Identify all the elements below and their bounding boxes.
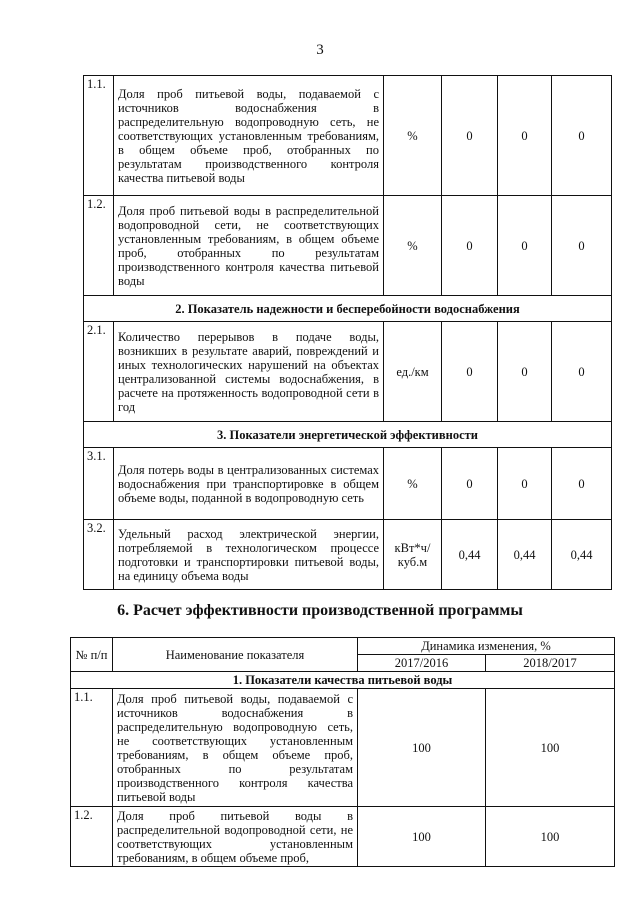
table-row (84, 322, 612, 422)
indicator-name: Удельный расход электрической энергии, потребляемой в технологическом процессе подготовки и транспортировки питьевой воды, на единицу объема воды (114, 520, 384, 590)
indicator-name: Доля проб питьевой воды в распределительной водопроводной сети, не соответствующих установленным требованиям, в общем объеме проб, отобранных по результатам производственного контроля качества питьевой воды (114, 196, 384, 296)
value-1: 0 (442, 76, 498, 196)
indicator-name: Доля проб питьевой воды, подаваемой с источников водоснабжения в распределительную водопроводную сеть, не соответствующих установленным требованиям, в общем объеме проб, отобранных по результатам производственного контроля качества питьевой воды (114, 76, 384, 196)
unit: % (384, 196, 442, 296)
table-row (84, 76, 612, 196)
row-number: 1.1. (71, 689, 113, 807)
value-2: 0 (498, 448, 552, 520)
value-1: 0 (442, 448, 498, 520)
value-2: 0 (498, 322, 552, 422)
table-row (84, 448, 612, 520)
section-row (84, 422, 612, 448)
dynamics-2: 100 (486, 807, 615, 867)
table-row (84, 196, 612, 296)
value-3: 0 (552, 76, 612, 196)
value-3: 0 (552, 322, 612, 422)
dynamics-2: 100 (486, 689, 615, 807)
value-1: 0,44 (442, 520, 498, 590)
value-3: 0 (552, 448, 612, 520)
section-heading: 6. Расчет эффективности производственной программы (117, 602, 523, 619)
table-row (71, 807, 615, 867)
unit: % (384, 448, 442, 520)
page-number: 3 (316, 42, 324, 58)
unit: % (384, 76, 442, 196)
header-name: Наименование показателя (113, 638, 358, 672)
row-number: 3.2. (84, 520, 114, 590)
header-year-2: 2018/2017 (486, 655, 615, 672)
indicator-name: Доля проб питьевой воды в распределительной водопроводной сети, не соответствующих установленным требованиям, в общем объеме проб, (113, 807, 358, 867)
indicators-table (83, 75, 612, 590)
value-3: 0,44 (552, 520, 612, 590)
table-row (71, 689, 615, 807)
header-year-1: 2017/2016 (358, 655, 486, 672)
row-number: 1.2. (71, 807, 113, 867)
unit: ед./км (384, 322, 442, 422)
unit: кВт*ч/ куб.м (384, 520, 442, 590)
value-1: 0 (442, 322, 498, 422)
section-title: 3. Показатели энергетической эффективности (84, 422, 612, 448)
efficiency-table (70, 637, 615, 867)
section-row (84, 296, 612, 322)
header-num: № п/п (71, 638, 113, 672)
section-row: 1. Показатели качества питьевой воды (71, 672, 615, 689)
dynamics-1: 100 (358, 689, 486, 807)
section-title: 2. Показатель надежности и бесперебойности водоснабжения (84, 296, 612, 322)
indicator-name: Доля проб питьевой воды, подаваемой с источников водоснабжения в распределительную водопроводную сеть, не соответствующих установленным требованиям, в общем объеме проб, отобранных по результатам производственного контроля качества питьевой воды (113, 689, 358, 807)
value-2: 0 (498, 76, 552, 196)
dynamics-1: 100 (358, 807, 486, 867)
indicator-name: Количество перерывов в подаче воды, возникших в результате аварий, повреждений и иных технологических нарушений на объектах централизованной системы водоснабжения, в расчете на протяженность водопроводной сети в год (114, 322, 384, 422)
value-2: 0,44 (498, 520, 552, 590)
value-3: 0 (552, 196, 612, 296)
value-2: 0 (498, 196, 552, 296)
row-number: 2.1. (84, 322, 114, 422)
row-number: 3.1. (84, 448, 114, 520)
row-number: 1.2. (84, 196, 114, 296)
indicator-name: Доля потерь воды в централизованных системах водоснабжения при транспортировке в общем объеме воды, поданной в водопроводную сеть (114, 448, 384, 520)
table-row (84, 520, 612, 590)
value-1: 0 (442, 196, 498, 296)
row-number: 1.1. (84, 76, 114, 196)
header-dynamics: Динамика изменения, % (358, 638, 615, 655)
